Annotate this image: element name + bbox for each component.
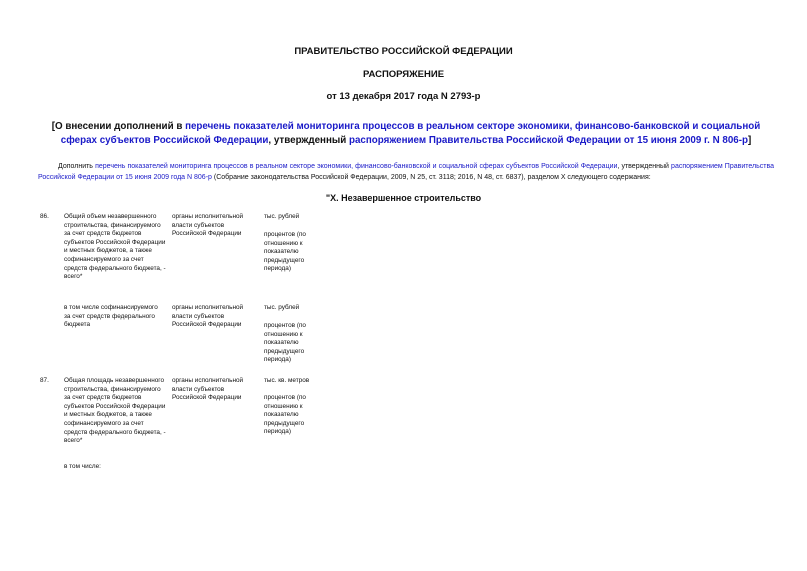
row-87-indicator: Общая площадь незавершенного строительства, финансируемого за счет средств бюджетов субъектов Российской Федерации и местных бюджетов, а также софинансируемого за счет средств федерального бюджета, - всего* [64,377,166,445]
government-heading: ПРАВИТЕЛЬСТВО РОССИЙСКОЙ ФЕДЕРАЦИИ [294,46,513,57]
row-86-body: органы исполнительной власти субъектов Российской Федерации [172,213,244,238]
row-87-unit-percent: процентов (по отношению к показателю предыдущего периода) [264,394,306,436]
row-87-body: органы исполнительной власти субъектов Российской Федерации [172,377,244,402]
intro-link-list[interactable]: перечень показателей мониторинга процессов в реальном секторе экономики, финансово-банковской и социальной сферах субъектов Российской Федерации [95,163,618,170]
intro-mid: , утвержденный [617,163,672,170]
row-86-unit-rub: тыс. рублей [264,213,300,220]
title-open: [О внесении дополнений в [51,121,186,132]
row-86-indicator: Общий объем незавершенного строительства, финансируемого за счет средств бюджетов субъектов Российской Федерации и местных бюджетов, а также софинансируемого за счет средств федерального бюджета, - всего* [64,213,166,281]
row-87-unit-area: тыс. кв. метров [264,377,310,384]
intro-start: Дополнить [58,163,96,170]
intro-paragraph [38,162,774,183]
section-title: "X. Незавершенное строительство [325,193,482,203]
row-86-number: 86. [40,213,49,220]
intro-end: (Собрание законодательства Российской Федерации, 2009, N 25, ст. 3118; 2016, N 48, ст. 6837), разделом X следующего содержания: [211,173,651,181]
row-87-number: 87. [40,377,49,384]
row-87b-indicator: в том числе: [64,463,101,470]
row-86b-body: органы исполнительной власти субъектов Российской Федерации [172,304,244,329]
title-close: ] [747,135,752,146]
title-mid: , утвержденный [268,135,349,146]
title-link-list[interactable]: перечень показателей мониторинга процессов в реальном секторе экономики, финансово-банковской и социальной сферах субъектов Российской Федерации [60,121,761,146]
row-86b-unit-rub: тыс. рублей [264,304,300,311]
document-date-number: от 13 декабря 2017 года N 2793-р [326,91,481,102]
document-title [36,120,776,148]
row-86-unit-percent: процентов (по отношению к показателю предыдущего периода) [264,231,306,273]
row-86b-unit-percent: процентов (по отношению к показателю предыдущего периода) [264,322,306,364]
document-type-heading: РАСПОРЯЖЕНИЕ [362,69,445,80]
intro-link-order[interactable]: распоряжением Правительства Российской Федерации от 15 июня 2009 года N 806-р [38,163,774,181]
title-link-order[interactable]: распоряжением Правительства Российской Федерации от 15 июня 2009 г. N 806-р [349,135,748,146]
row-86b-indicator: в том числе софинансируемого за счет средств федерального бюджета [64,304,158,329]
